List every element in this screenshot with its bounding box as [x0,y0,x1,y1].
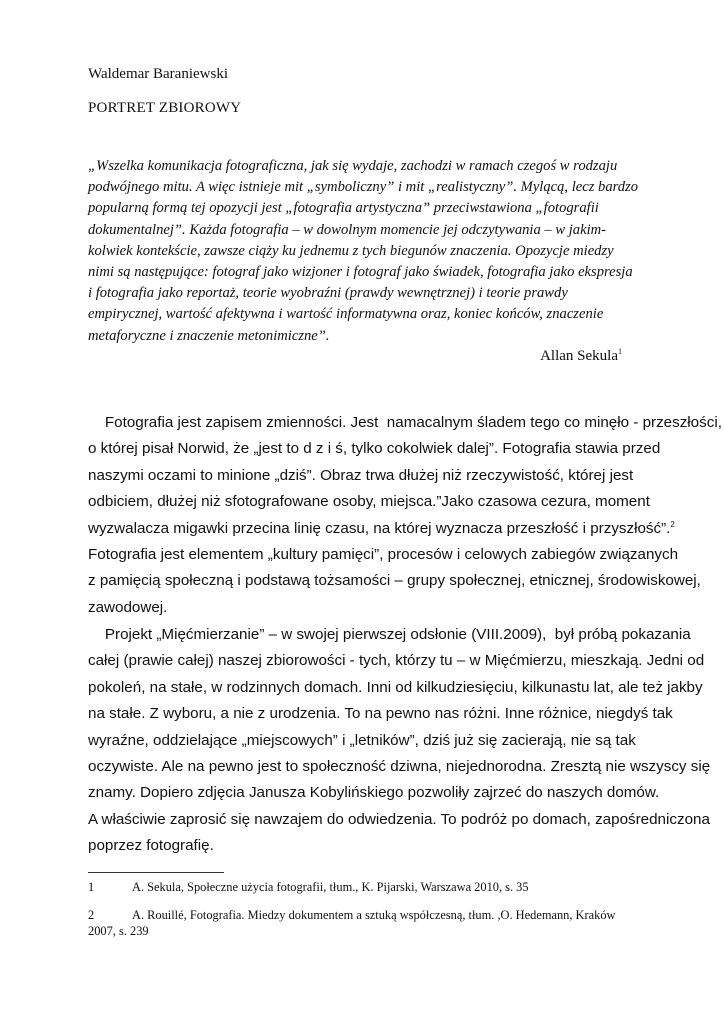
author-name: Waldemar Baraniewski [88,66,228,82]
quote-line: popularną formą tej opozycji jest „fotografia artystyczna” przeciwstawiona „fotografii [88,200,599,217]
footnote-text: A. Sekula, Społeczne użycia fotografii, tłum., K. Pijarski, Warszawa 2010, s. 35 [132,880,529,894]
paragraph-1 [88,410,722,621]
paragraph-line: całej (prawie całej) naszej zbiorowości - tych, którzy tu – w Mięćmierzu, mieszkają. Jedni od [88,652,705,670]
footnote-number: 2 [88,908,95,922]
document-title: PORTRET ZBIOROWY [88,100,242,116]
paragraph-line: wyzwalacza migawki przecina linię czasu, na której wyznacza przeszłość i przyszłość”. [88,519,671,537]
quote-line: nimi są następujące: fotograf jako wizjoner i fotograf jako świadek, fotografia jako ekspresja [88,264,633,281]
quote-author-name: Allan Sekula [540,348,618,364]
paragraph-line: znamy. Dopiero zdjęcia Janusza Kobylińskiego pozwoliły zajrzeć do naszych domów. [88,784,660,802]
paragraph-line: zawodowej. [88,598,168,616]
paragraph-line: pokoleń, na stałe, w rodzinnych domach. Inni od kilkudziesięciu, kilkunastu lat, ale też jakby [88,678,703,696]
quote-attribution [540,348,622,365]
footnote-text-continued: 2007, s. 239 [88,924,149,938]
footnote-number: 1 [88,880,95,894]
quote-line: metaforyczne i znaczenie metonimiczne”. [88,327,330,344]
quote-line: i fotografia jako reportaż, teorie wyobraźni (prawdy wewnętrznej) i teorie prawdy [88,285,568,302]
footnote-1 [88,879,648,895]
footnote-separator [88,872,224,873]
paragraph-line: oczywiste. Ale na pewno jest to społeczność dziwna, niejednorodna. Zresztą nie wszyscy się [88,758,711,776]
footnote-ref-2[interactable]: 2 [670,519,675,529]
footnote-text: A. Rouillé, Fotografia. Miedzy dokumentem a sztuką współczesną, tłum. ,O. Hedemann, Kraków [132,908,616,922]
paragraph-line: odbiciem, dłużej niż sfotografowane osoby, miejsca.”Jako czasowa cezura, moment [88,493,650,511]
paragraph-line: z pamięcią społeczną i podstawą tożsamości – grupy społecznej, etnicznej, środowiskowej, [88,572,701,590]
paragraph-2 [88,622,711,860]
paragraph-line: A właściwie zaprosić się nawzajem do odwiedzenia. To podróż po domach, zapośredniczona [88,810,710,828]
paragraph-line-with-ref [88,516,675,542]
footnote-2 [88,907,648,939]
quote-line: podwójnego mitu. A więc istnieje mit „symboliczny” i mit „realistyczny”. Mylącą, lecz bardzo [88,179,639,196]
footnote-ref-1[interactable]: 1 [618,347,622,356]
paragraph-line: Fotografia jest elementem „kultury pamięci”, procesów i celowych zabiegów związanych [88,546,679,564]
paragraph-line: na stałe. Z wyboru, a nie z urodzenia. To na pewno nas różni. Inne różnice, niegdyś tak [88,705,673,723]
paragraph-line: wyraźne, oddzielające „miejscowych” i „letników”, dziś już się zacierają, nie są tak [88,731,636,749]
quote-line: kolwiek kontekście, zawsze ciąży ku jednemu z tych biegunów znaczenia. Opozycje miedzy [88,242,614,259]
paragraph-line: naszymi oczami to minione „dziś”. Obraz trwa dłużej niż rzeczywistość, której jest [88,466,634,484]
paragraph-line: Fotografia jest zapisem zmienności. Jest namacalnym śladem tego co minęło - przeszłości, [88,414,722,431]
quote-line: empirycznej, wartość afektywna i wartość informatywna oraz, koniec końców, znaczenie [88,306,604,323]
paragraph-line: o której pisał Norwid, że „jest to d z i ś, tylko cokolwiek dalej”. Fotografia stawia przed [88,440,661,458]
paragraph-line: poprzez fotografię. [88,837,214,855]
quote-line: „Wszelka komunikacja fotograficzna, jak się wydaje, zachodzi w ramach czegoś w rodzaju [88,158,618,174]
paragraph-line: Projekt „Mięćmierzanie” – w swojej pierwszej odsłonie (VIII.2009), był próbą pokazania [88,626,691,643]
epigraph-quote [88,156,639,347]
quote-line: dokumentalnej”. Każda fotografia – w dowolnym momencie jej odczytywania – w jakim- [88,221,607,238]
